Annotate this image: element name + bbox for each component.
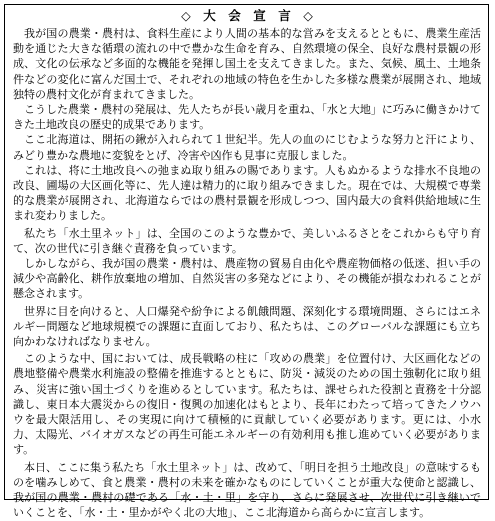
paragraph-2: こうした農業・農村の発展は、先人たちが長い歳月を重ね、「水と大地」に巧みに働きかけてきた土地改良の歴史的成果であります。 [13,103,481,132]
paragraph-7: 世界に目を向けると、人口爆発や紛争による飢餓問題、深刻化する環境問題、さらにはエネルギー問題など地球規模での課題に直面しており、私たちは、このグローバルな課題にも立ち向かわなければなりません。 [13,304,481,349]
paragraph-1: 我が国の農業・農村は、食料生産により人間の基本的な営みを支えるとともに、農業生産活動を通じた大きな循環の流れの中で豊かな生命を育み、自然環境の保全、良好な農村景観の形成、文化の伝承など多面的な機能を発揮し国土を支えてきました。また、気候、風土、土地条件などの変化に富んだ国土で、それぞれの地域の特色を生かした多様な農業が展開され、地域独特の農村文化が育まれてきました。 [13,27,481,101]
declaration-document [4,4,489,520]
document-title: ◇ 大 会 宣 言 ◇ [181,8,313,23]
paragraph-9: 本日、ここに集う私たち「水土里ネット」は、改めて、「明日を担う土地改良」の意味するものを噛みしめて、食と農業・農村の未来を確かなものにしていくことが重大な使命と認識し、我が国の農業・農村の礎である「水・土・里」を守り、さらに発展させ、次世代に引き継いでいくことを、「水・土・里かがやく北の大地」、ここ北海道から高らかに宣言します。 [13,460,481,520]
paragraph-6: しかしながら、我が国の農業・農村は、農産物の貿易自由化や農産物価格の低迷、担い手の減少や高齢化、耕作放棄地の増加、自然災害の多発などにより、その機能が損なわれることが懸念されます。 [13,257,481,301]
paragraph-3: ここ北海道は、開拓の鍬が入れられて１世紀半。先人の血のにじむような努力と汗により、みどり豊かな農地に変貌をとげ、冷害や凶作も見事に克服しました。 [13,133,481,162]
paragraph-4: これは、将に土地改良への弛まぬ取り組みの賜であります。人もぬかるような排水不良地の改良、圃場の大区画化等に、先人達は精力的に取り組みできました。現在では、大規模で専業的な農業が展開され、北海道ならではの農村景観を形成しつつ、国内最大の食料供給地域に生まれ変わりました。 [13,163,481,223]
paragraph-8: このような中、国においては、成長戦略の柱に「攻めの農業」を位置付け、大区画化などの農地整備や農業水利施設の整備を推進するとともに、防災・減災のための国土強靭化に取り組み、災害に強い国土づくりを進めるとしています。私たちは、課せられた役割と責務を十分認識し、東日本大震災からの復旧・復興の加速化はもとより、長年にわたって培ってきたノウハウを最大限活用し、その実現に向けて積極的に貢献していく必要があります。更には、小水力、太陽光、バイオガスなどの再生可能エネルギーの有効利用も推し進めていく必要があります。 [13,352,481,457]
paragraph-5: 私たち「水土里ネット」は、全国のこのような豊かで、美しいふるさとをこれからも守り育て、次の世代に引き継ぐ責務を負っています。 [13,226,481,255]
